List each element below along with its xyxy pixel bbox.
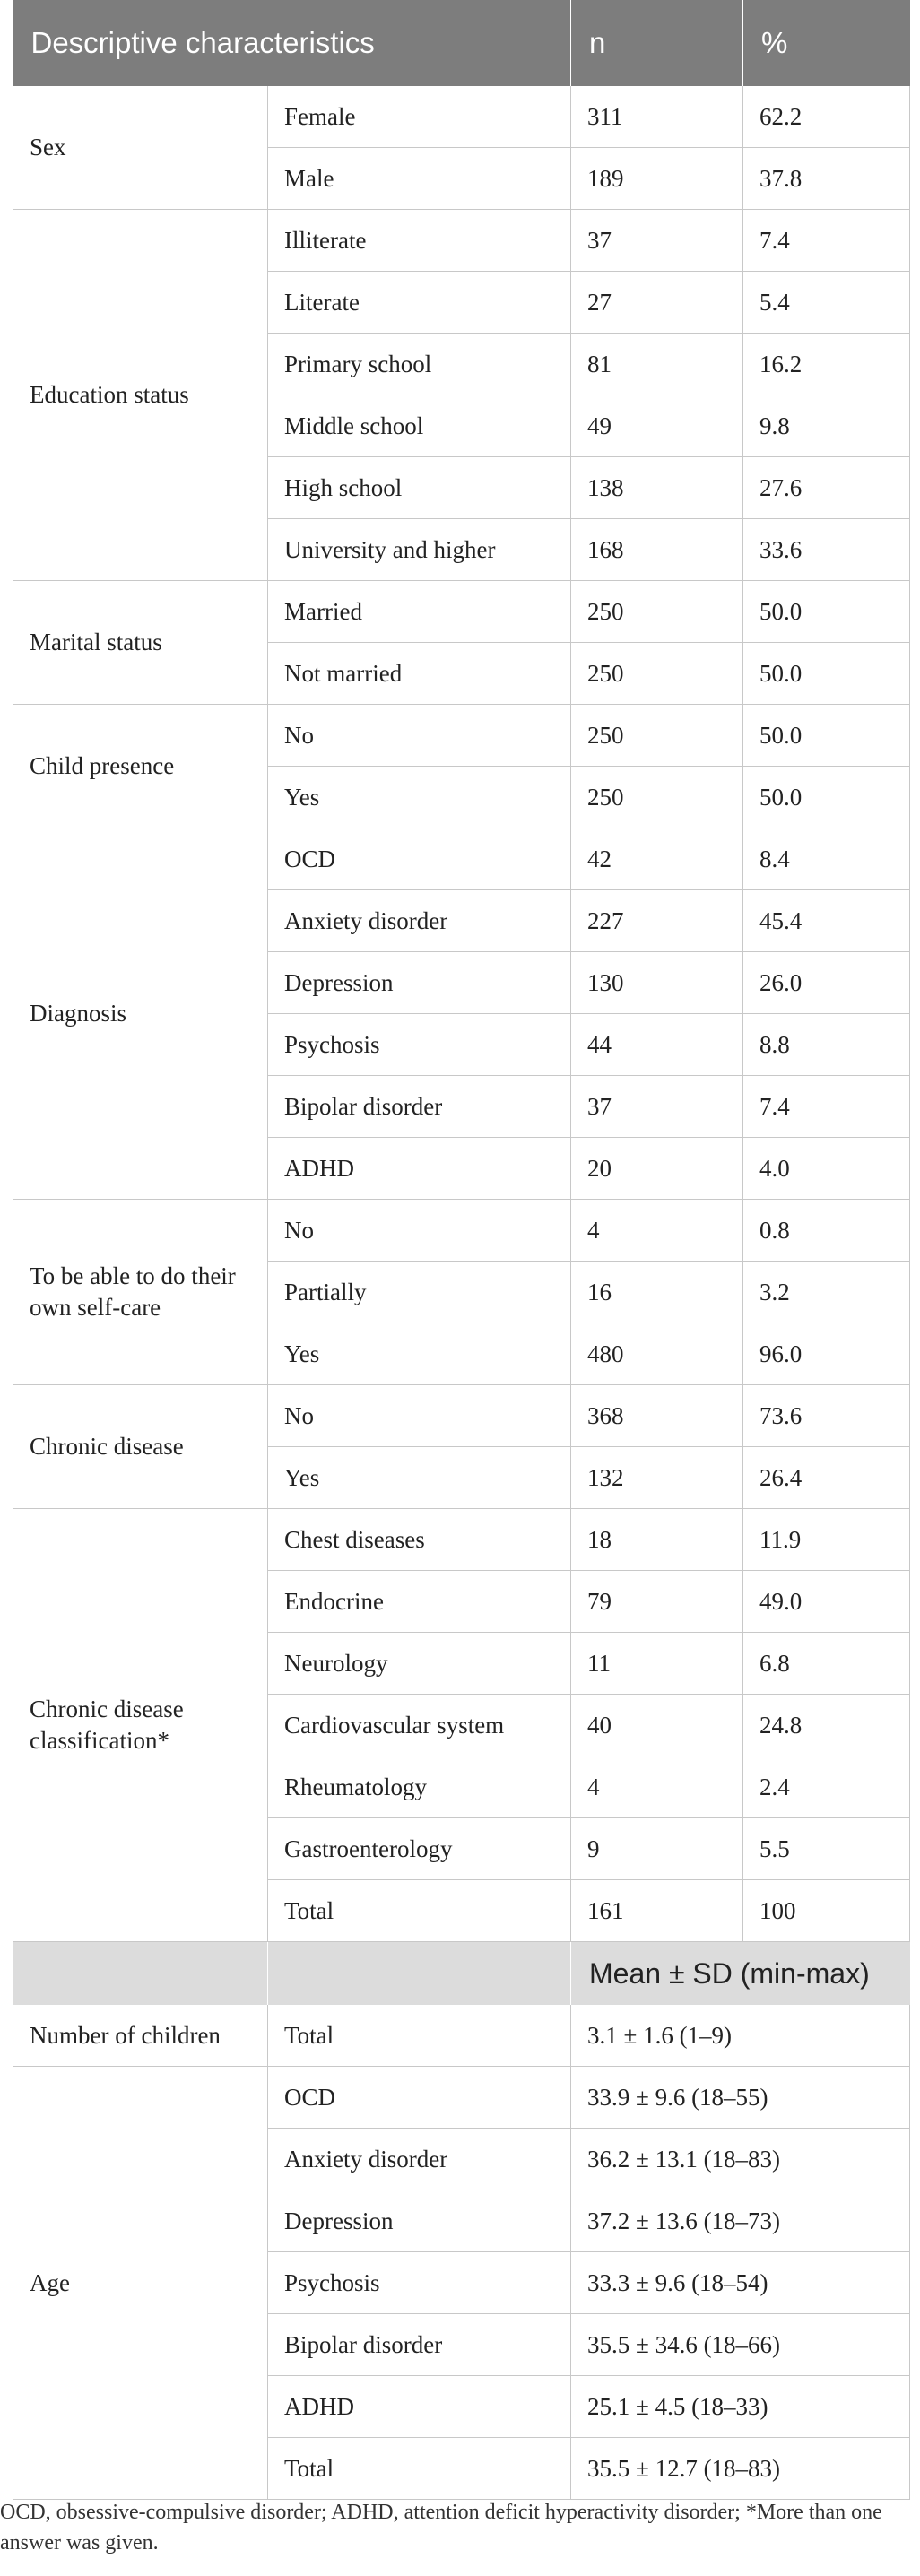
category-cell: Illiterate — [268, 210, 571, 272]
count-cell: 42 — [571, 828, 743, 890]
group-label: Marital status — [13, 581, 268, 705]
percent-cell: 50.0 — [743, 705, 910, 767]
category-cell: OCD — [268, 828, 571, 890]
descriptive-characteristics-table — [13, 0, 910, 2500]
count-cell: 138 — [571, 457, 743, 519]
category-cell: Literate — [268, 272, 571, 334]
category-cell: Psychosis — [268, 2252, 571, 2314]
category-cell: Partially — [268, 1262, 571, 1323]
subheader-mean-sd: Mean ± SD (min-max) — [571, 1942, 910, 2006]
percent-cell: 9.8 — [743, 395, 910, 457]
mean-sd-cell: 36.2 ± 13.1 (18–83) — [571, 2129, 910, 2190]
percent-cell: 33.6 — [743, 519, 910, 581]
percent-cell: 96.0 — [743, 1323, 910, 1385]
percent-cell: 50.0 — [743, 767, 910, 828]
mean-sd-cell: 3.1 ± 1.6 (1–9) — [571, 2005, 910, 2067]
percent-cell: 45.4 — [743, 890, 910, 952]
header-percent: % — [743, 0, 910, 86]
table-row — [13, 1385, 910, 1447]
category-cell: Bipolar disorder — [268, 1076, 571, 1138]
percent-cell: 0.8 — [743, 1200, 910, 1262]
table-body-counts — [13, 86, 910, 1942]
table-row — [13, 210, 910, 272]
group-label: To be able to do their own self-care — [13, 1200, 268, 1385]
subheader-blank-1 — [13, 1942, 268, 2006]
table-header-row — [13, 0, 910, 86]
category-cell: Female — [268, 86, 571, 148]
count-cell: 132 — [571, 1447, 743, 1509]
count-cell: 37 — [571, 1076, 743, 1138]
category-cell: Endocrine — [268, 1571, 571, 1633]
count-cell: 81 — [571, 334, 743, 395]
group-label: Age — [13, 2067, 268, 2500]
percent-cell: 49.0 — [743, 1571, 910, 1633]
count-cell: 40 — [571, 1695, 743, 1756]
count-cell: 250 — [571, 643, 743, 705]
percent-cell: 6.8 — [743, 1633, 910, 1695]
table-row — [13, 2005, 910, 2067]
category-cell: Not married — [268, 643, 571, 705]
count-cell: 44 — [571, 1014, 743, 1076]
count-cell: 161 — [571, 1880, 743, 1942]
count-cell: 18 — [571, 1509, 743, 1571]
count-cell: 250 — [571, 581, 743, 643]
category-cell: ADHD — [268, 1138, 571, 1200]
table-row — [13, 828, 910, 890]
category-cell: Psychosis — [268, 1014, 571, 1076]
percent-cell: 2.4 — [743, 1756, 910, 1818]
category-cell: Primary school — [268, 334, 571, 395]
percent-cell: 8.4 — [743, 828, 910, 890]
category-cell: Rheumatology — [268, 1756, 571, 1818]
category-cell: ADHD — [268, 2376, 571, 2438]
mean-sd-cell: 35.5 ± 34.6 (18–66) — [571, 2314, 910, 2376]
percent-cell: 5.5 — [743, 1818, 910, 1880]
category-cell: Cardiovascular system — [268, 1695, 571, 1756]
subheader-blank-2 — [268, 1942, 571, 2006]
category-cell: Middle school — [268, 395, 571, 457]
percent-cell: 7.4 — [743, 1076, 910, 1138]
mean-sd-cell: 33.9 ± 9.6 (18–55) — [571, 2067, 910, 2129]
mean-sd-cell: 25.1 ± 4.5 (18–33) — [571, 2376, 910, 2438]
table-row — [13, 581, 910, 643]
category-cell: Total — [268, 2005, 571, 2067]
count-cell: 49 — [571, 395, 743, 457]
group-label: Chronic disease classification* — [13, 1509, 268, 1942]
table-row — [13, 705, 910, 767]
percent-cell: 100 — [743, 1880, 910, 1942]
table-row — [13, 86, 910, 148]
group-label: Sex — [13, 86, 268, 210]
header-n: n — [571, 0, 743, 86]
count-cell: 4 — [571, 1200, 743, 1262]
group-label: Diagnosis — [13, 828, 268, 1200]
percent-cell: 5.4 — [743, 272, 910, 334]
category-cell: Gastroenterology — [268, 1818, 571, 1880]
count-cell: 20 — [571, 1138, 743, 1200]
percent-cell: 7.4 — [743, 210, 910, 272]
count-cell: 250 — [571, 767, 743, 828]
count-cell: 368 — [571, 1385, 743, 1447]
count-cell: 27 — [571, 272, 743, 334]
count-cell: 37 — [571, 210, 743, 272]
category-cell: Total — [268, 2438, 571, 2500]
count-cell: 9 — [571, 1818, 743, 1880]
count-cell: 227 — [571, 890, 743, 952]
group-label: Education status — [13, 210, 268, 581]
category-cell: University and higher — [268, 519, 571, 581]
percent-cell: 16.2 — [743, 334, 910, 395]
category-cell: Yes — [268, 767, 571, 828]
percent-cell: 26.4 — [743, 1447, 910, 1509]
category-cell: Male — [268, 148, 571, 210]
mean-sd-cell: 33.3 ± 9.6 (18–54) — [571, 2252, 910, 2314]
count-cell: 16 — [571, 1262, 743, 1323]
percent-cell: 50.0 — [743, 643, 910, 705]
category-cell: No — [268, 1200, 571, 1262]
category-cell: No — [268, 1385, 571, 1447]
percent-cell: 4.0 — [743, 1138, 910, 1200]
group-label: Number of children — [13, 2005, 268, 2067]
category-cell: Chest diseases — [268, 1509, 571, 1571]
category-cell: OCD — [268, 2067, 571, 2129]
count-cell: 189 — [571, 148, 743, 210]
mean-sd-cell: 37.2 ± 13.6 (18–73) — [571, 2190, 910, 2252]
count-cell: 168 — [571, 519, 743, 581]
percent-cell: 37.8 — [743, 148, 910, 210]
category-cell: Anxiety disorder — [268, 2129, 571, 2190]
category-cell: Bipolar disorder — [268, 2314, 571, 2376]
mean-sd-cell: 35.5 ± 12.7 (18–83) — [571, 2438, 910, 2500]
category-cell: Depression — [268, 2190, 571, 2252]
percent-cell: 27.6 — [743, 457, 910, 519]
group-label: Chronic disease — [13, 1385, 268, 1509]
category-cell: Yes — [268, 1323, 571, 1385]
header-descriptive-characteristics: Descriptive characteristics — [13, 0, 571, 86]
count-cell: 250 — [571, 705, 743, 767]
group-label: Child presence — [13, 705, 268, 828]
count-cell: 311 — [571, 86, 743, 148]
table-footnote: OCD, obsessive-compulsive disorder; ADHD, attention deficit hyperactivity disorder; *More than one answer was given. — [0, 2501, 882, 2554]
category-cell: Depression — [268, 952, 571, 1014]
table-row — [13, 2067, 910, 2129]
percent-cell: 24.8 — [743, 1695, 910, 1756]
category-cell: Yes — [268, 1447, 571, 1509]
percent-cell: 26.0 — [743, 952, 910, 1014]
count-cell: 480 — [571, 1323, 743, 1385]
percent-cell: 62.2 — [743, 86, 910, 148]
table-row — [13, 1200, 910, 1262]
category-cell: No — [268, 705, 571, 767]
percent-cell: 73.6 — [743, 1385, 910, 1447]
percent-cell: 3.2 — [743, 1262, 910, 1323]
table-subheader-row — [13, 1942, 910, 2006]
table-body-means — [13, 2005, 910, 2500]
category-cell: Anxiety disorder — [268, 890, 571, 952]
count-cell: 79 — [571, 1571, 743, 1633]
category-cell: Married — [268, 581, 571, 643]
percent-cell: 50.0 — [743, 581, 910, 643]
category-cell: High school — [268, 457, 571, 519]
count-cell: 130 — [571, 952, 743, 1014]
count-cell: 4 — [571, 1756, 743, 1818]
category-cell: Total — [268, 1880, 571, 1942]
percent-cell: 8.8 — [743, 1014, 910, 1076]
table-row — [13, 1509, 910, 1571]
category-cell: Neurology — [268, 1633, 571, 1695]
percent-cell: 11.9 — [743, 1509, 910, 1571]
count-cell: 11 — [571, 1633, 743, 1695]
